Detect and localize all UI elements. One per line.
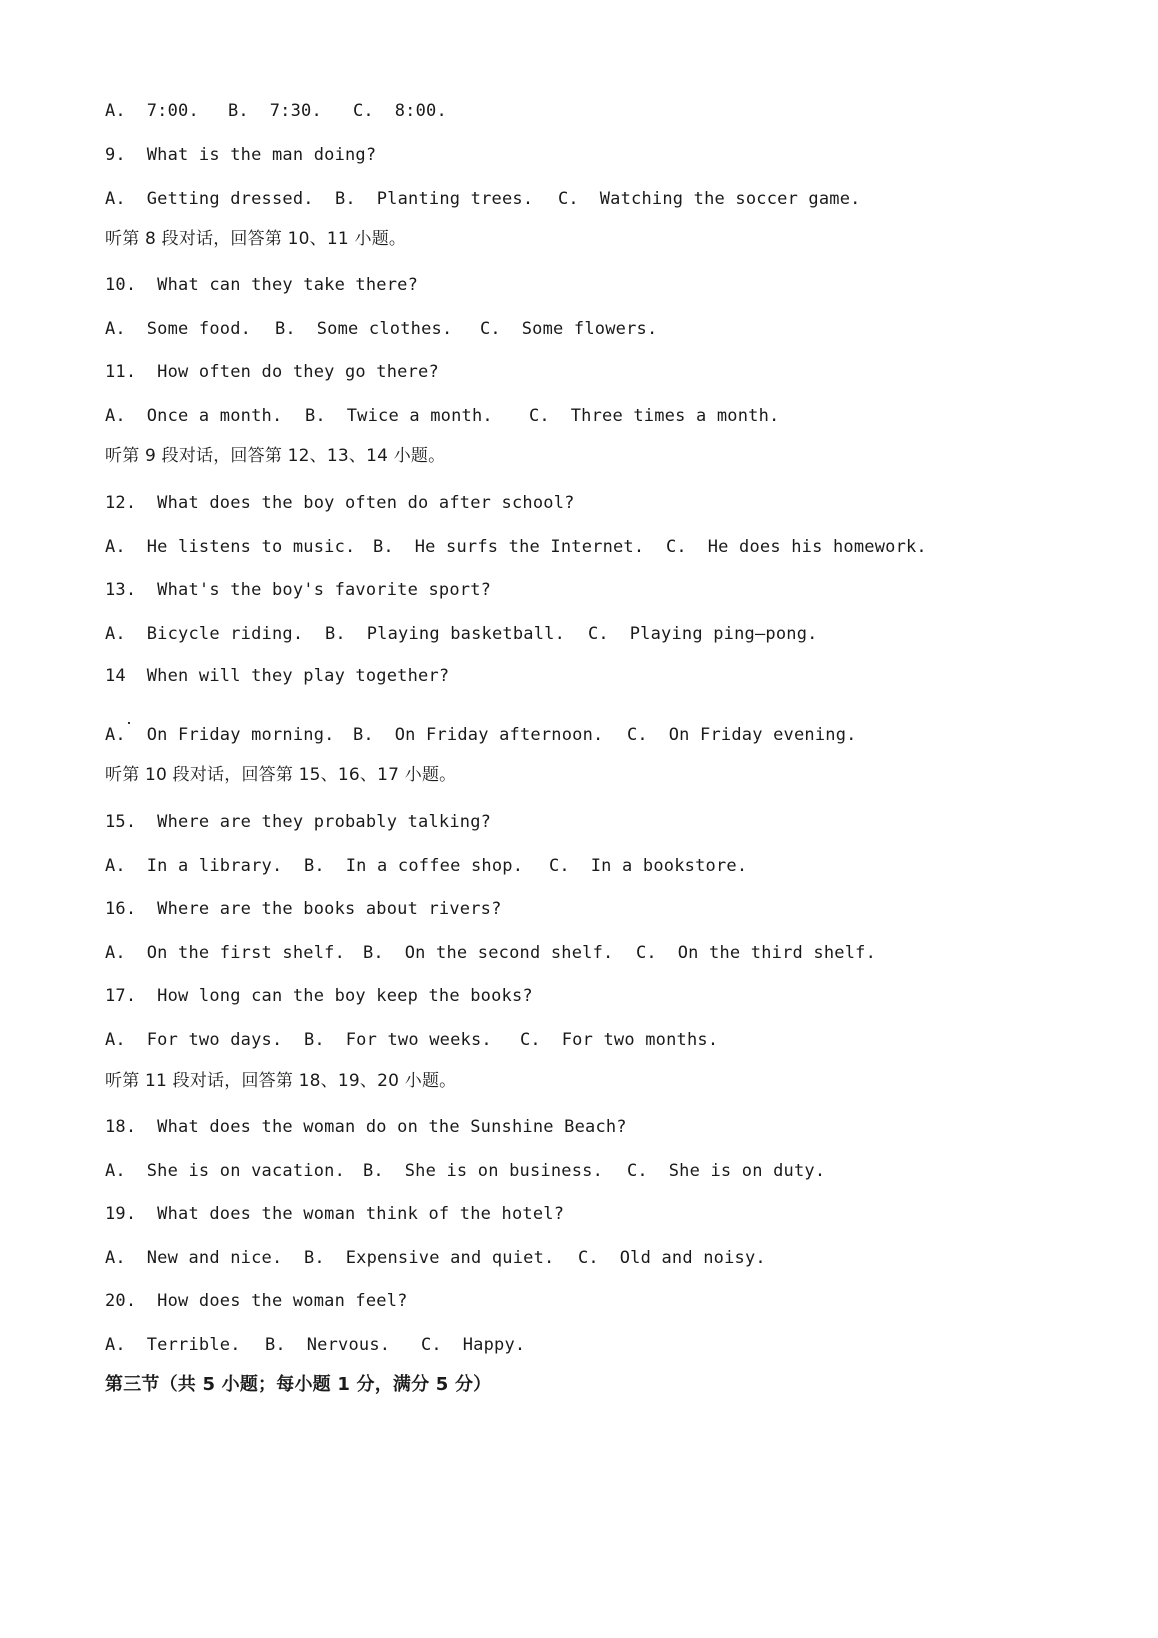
- answer-option-c: C. Some flowers.: [480, 319, 658, 339]
- answer-option-c: C. On the third shelf.: [636, 943, 877, 963]
- answer-option-b: B. Playing basketball.: [325, 624, 566, 644]
- answer-option-c: C. In a bookstore.: [549, 856, 748, 876]
- answer-option-c: C. 8:00.: [353, 101, 447, 121]
- answer-option-a: A. He listens to music.: [105, 537, 356, 557]
- question-text: 10. What can they take there?: [105, 275, 419, 295]
- answer-option-a: A. Getting dressed.: [105, 189, 314, 209]
- question-text: 12. What does the boy often do after school?: [105, 493, 575, 513]
- section-instruction: 听第 9 段对话，回答第 12、13、14 小题。: [105, 446, 446, 466]
- answer-option-a: A. 7:00.: [105, 101, 199, 121]
- answer-option-a: A. She is on vacation.: [105, 1161, 346, 1181]
- section-instruction: 听第 10 段对话，回答第 15、16、17 小题。: [105, 765, 457, 785]
- answer-option-c: C. He does his homework.: [666, 537, 927, 557]
- answer-option-b: B. For two weeks.: [304, 1030, 492, 1050]
- answer-option-a: A. On the first shelf.: [105, 943, 346, 963]
- answer-option-b: B. Nervous.: [265, 1335, 391, 1355]
- answer-option-a: A. Terrible.: [105, 1335, 241, 1355]
- answer-option-b: B. Some clothes.: [275, 319, 453, 339]
- answer-option-b: B. In a coffee shop.: [304, 856, 524, 876]
- question-text: 16. Where are the books about rivers?: [105, 899, 502, 919]
- answer-option-c: C. She is on duty.: [627, 1161, 826, 1181]
- answer-option-c: C. For two months.: [520, 1030, 719, 1050]
- answer-option-b: B. She is on business.: [363, 1161, 604, 1181]
- answer-option-a: A. For two days.: [105, 1030, 283, 1050]
- answer-option-b: B. 7:30.: [228, 101, 322, 121]
- answer-option-c: C. Playing ping—pong.: [588, 624, 818, 644]
- answer-option-a: A. On Friday morning.: [105, 725, 335, 745]
- answer-option-a: A. New and nice.: [105, 1248, 283, 1268]
- answer-option-c: C. Old and noisy.: [578, 1248, 766, 1268]
- question-text: 13. What's the boy's favorite sport?: [105, 580, 492, 600]
- answer-option-b: B. Twice a month.: [305, 406, 493, 426]
- question-text: 15. Where are they probably talking?: [105, 812, 492, 832]
- answer-option-a: A. Some food.: [105, 319, 252, 339]
- question-text: 17. How long can the boy keep the books?: [105, 986, 533, 1006]
- answer-option-c: C. On Friday evening.: [627, 725, 857, 745]
- question-text: 19. What does the woman think of the hotel?: [105, 1204, 565, 1224]
- answer-option-a: A. Bicycle riding.: [105, 624, 304, 644]
- question-text: 11. How often do they go there?: [105, 362, 439, 382]
- answer-option-b: B. Planting trees.: [335, 189, 534, 209]
- answer-option-a: A. Once a month.: [105, 406, 283, 426]
- answer-option-c: C. Three times a month.: [529, 406, 780, 426]
- question-text: 14 When will they play together?: [105, 666, 450, 686]
- answer-option-b: B. On Friday afternoon.: [353, 725, 604, 745]
- answer-option-b: B. Expensive and quiet.: [304, 1248, 555, 1268]
- answer-option-c: C. Happy.: [421, 1335, 526, 1355]
- question-text: 18. What does the woman do on the Sunshine Beach?: [105, 1117, 627, 1137]
- answer-option-b: B. On the second shelf.: [363, 943, 614, 963]
- section-instruction: 听第 11 段对话，回答第 18、19、20 小题。: [105, 1071, 457, 1091]
- answer-option-a: A. In a library.: [105, 856, 283, 876]
- part-heading: 第三节（共 5 小题；每小题 1 分，满分 5 分）: [105, 1374, 492, 1395]
- answer-option-c: C. Watching the soccer game.: [558, 189, 861, 209]
- section-instruction: 听第 8 段对话，回答第 10、11 小题。: [105, 229, 407, 249]
- question-text: 9. What is the man doing?: [105, 145, 377, 165]
- question-text: 20. How does the woman feel?: [105, 1291, 408, 1311]
- answer-option-b: B. He surfs the Internet.: [373, 537, 645, 557]
